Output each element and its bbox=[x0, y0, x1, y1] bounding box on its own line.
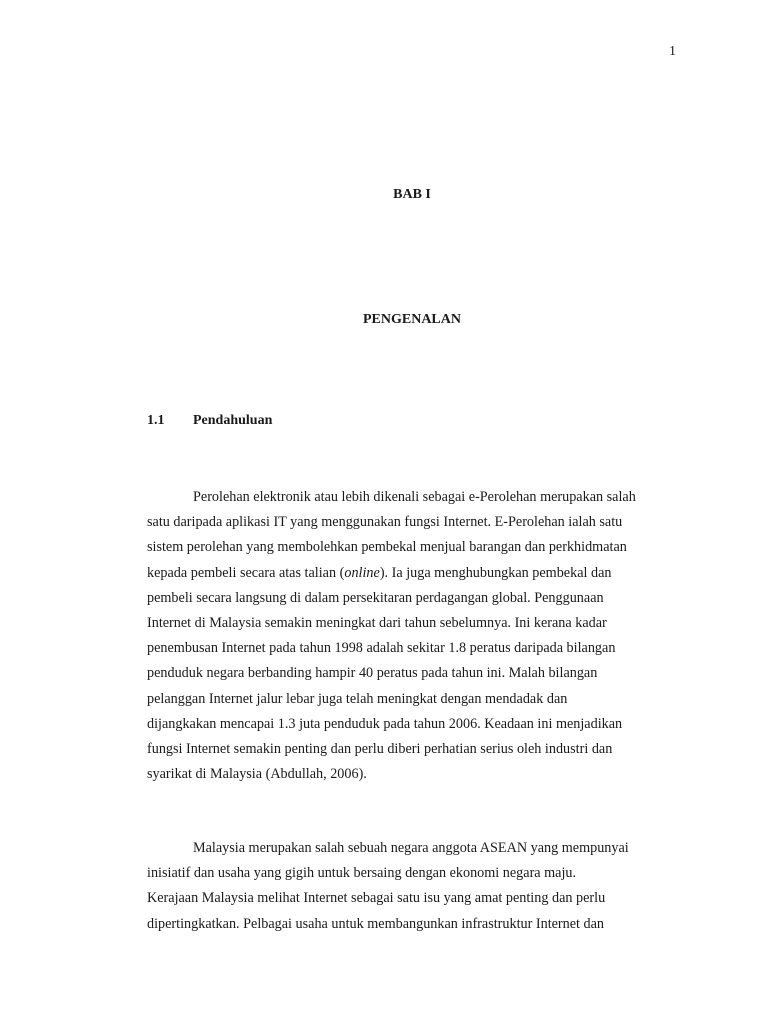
line-text: ). Ia juga menghubungkan pembekal dan bbox=[379, 564, 612, 581]
paragraph-line: inisiatif dan usaha yang gigih untuk bersaing dengan ekonomi negara maju. bbox=[147, 865, 577, 882]
paragraph-line: pembeli secara langsung di dalam persekitaran perdagangan global. Penggunaan bbox=[147, 589, 604, 606]
section-title: Pendahuluan bbox=[193, 413, 273, 428]
section-heading bbox=[147, 413, 272, 429]
paragraph-line bbox=[147, 561, 687, 586]
paragraph-line: dijangkakan mencapai 1.3 juta penduduk pada tahun 2006. Keadaan ini menjadikan bbox=[147, 715, 623, 732]
paragraph-introduction bbox=[147, 485, 687, 787]
paragraph-line: penduduk negara berbanding hampir 40 peratus pada tahun ini. Malah bilangan bbox=[147, 665, 598, 682]
paragraph-malaysia bbox=[147, 836, 687, 937]
paragraph-line: fungsi Internet semakin penting dan perlu diberi perhatian serius oleh industri dan bbox=[147, 740, 613, 757]
paragraph-line: satu daripada aplikasi IT yang menggunakan fungsi Internet. E-Perolehan ialah satu bbox=[147, 514, 623, 531]
paragraph-line: Malaysia merupakan salah sebuah negara anggota ASEAN yang mempunyai bbox=[193, 840, 629, 856]
chapter-title: PENGENALAN bbox=[362, 312, 461, 327]
paragraph-line: Perolehan elektronik atau lebih dikenali sebagai e-Perolehan merupakan salah bbox=[193, 489, 636, 505]
chapter-label: BAB I bbox=[393, 187, 431, 202]
section-number: 1.1 bbox=[147, 413, 165, 428]
paragraph-line: sistem perolehan yang membolehkan pembekal menjual barangan dan perkhidmatan bbox=[147, 539, 627, 556]
paragraph-line: pelanggan Internet jalur lebar juga telah meningkat dengan mendadak dan bbox=[147, 690, 568, 707]
paragraph-line: syarikat di Malaysia (Abdullah, 2006). bbox=[147, 766, 367, 783]
line-text: kepada pembeli secara atas talian ( bbox=[147, 564, 345, 581]
paragraph-line: Internet di Malaysia semakin meningkat dari tahun sebelumnya. Ini kerana kadar bbox=[147, 614, 607, 631]
italic-term: online bbox=[344, 564, 380, 581]
paragraph-line: Kerajaan Malaysia melihat Internet sebagai satu isu yang amat penting dan perlu bbox=[147, 890, 606, 907]
page-number: 1 bbox=[669, 44, 676, 59]
paragraph-line: penembusan Internet pada tahun 1998 adalah sekitar 1.8 peratus daripada bilangan bbox=[147, 640, 616, 657]
paragraph-line: dipertingkatkan. Pelbagai usaha untuk membangunkan infrastruktur Internet dan bbox=[147, 915, 605, 932]
